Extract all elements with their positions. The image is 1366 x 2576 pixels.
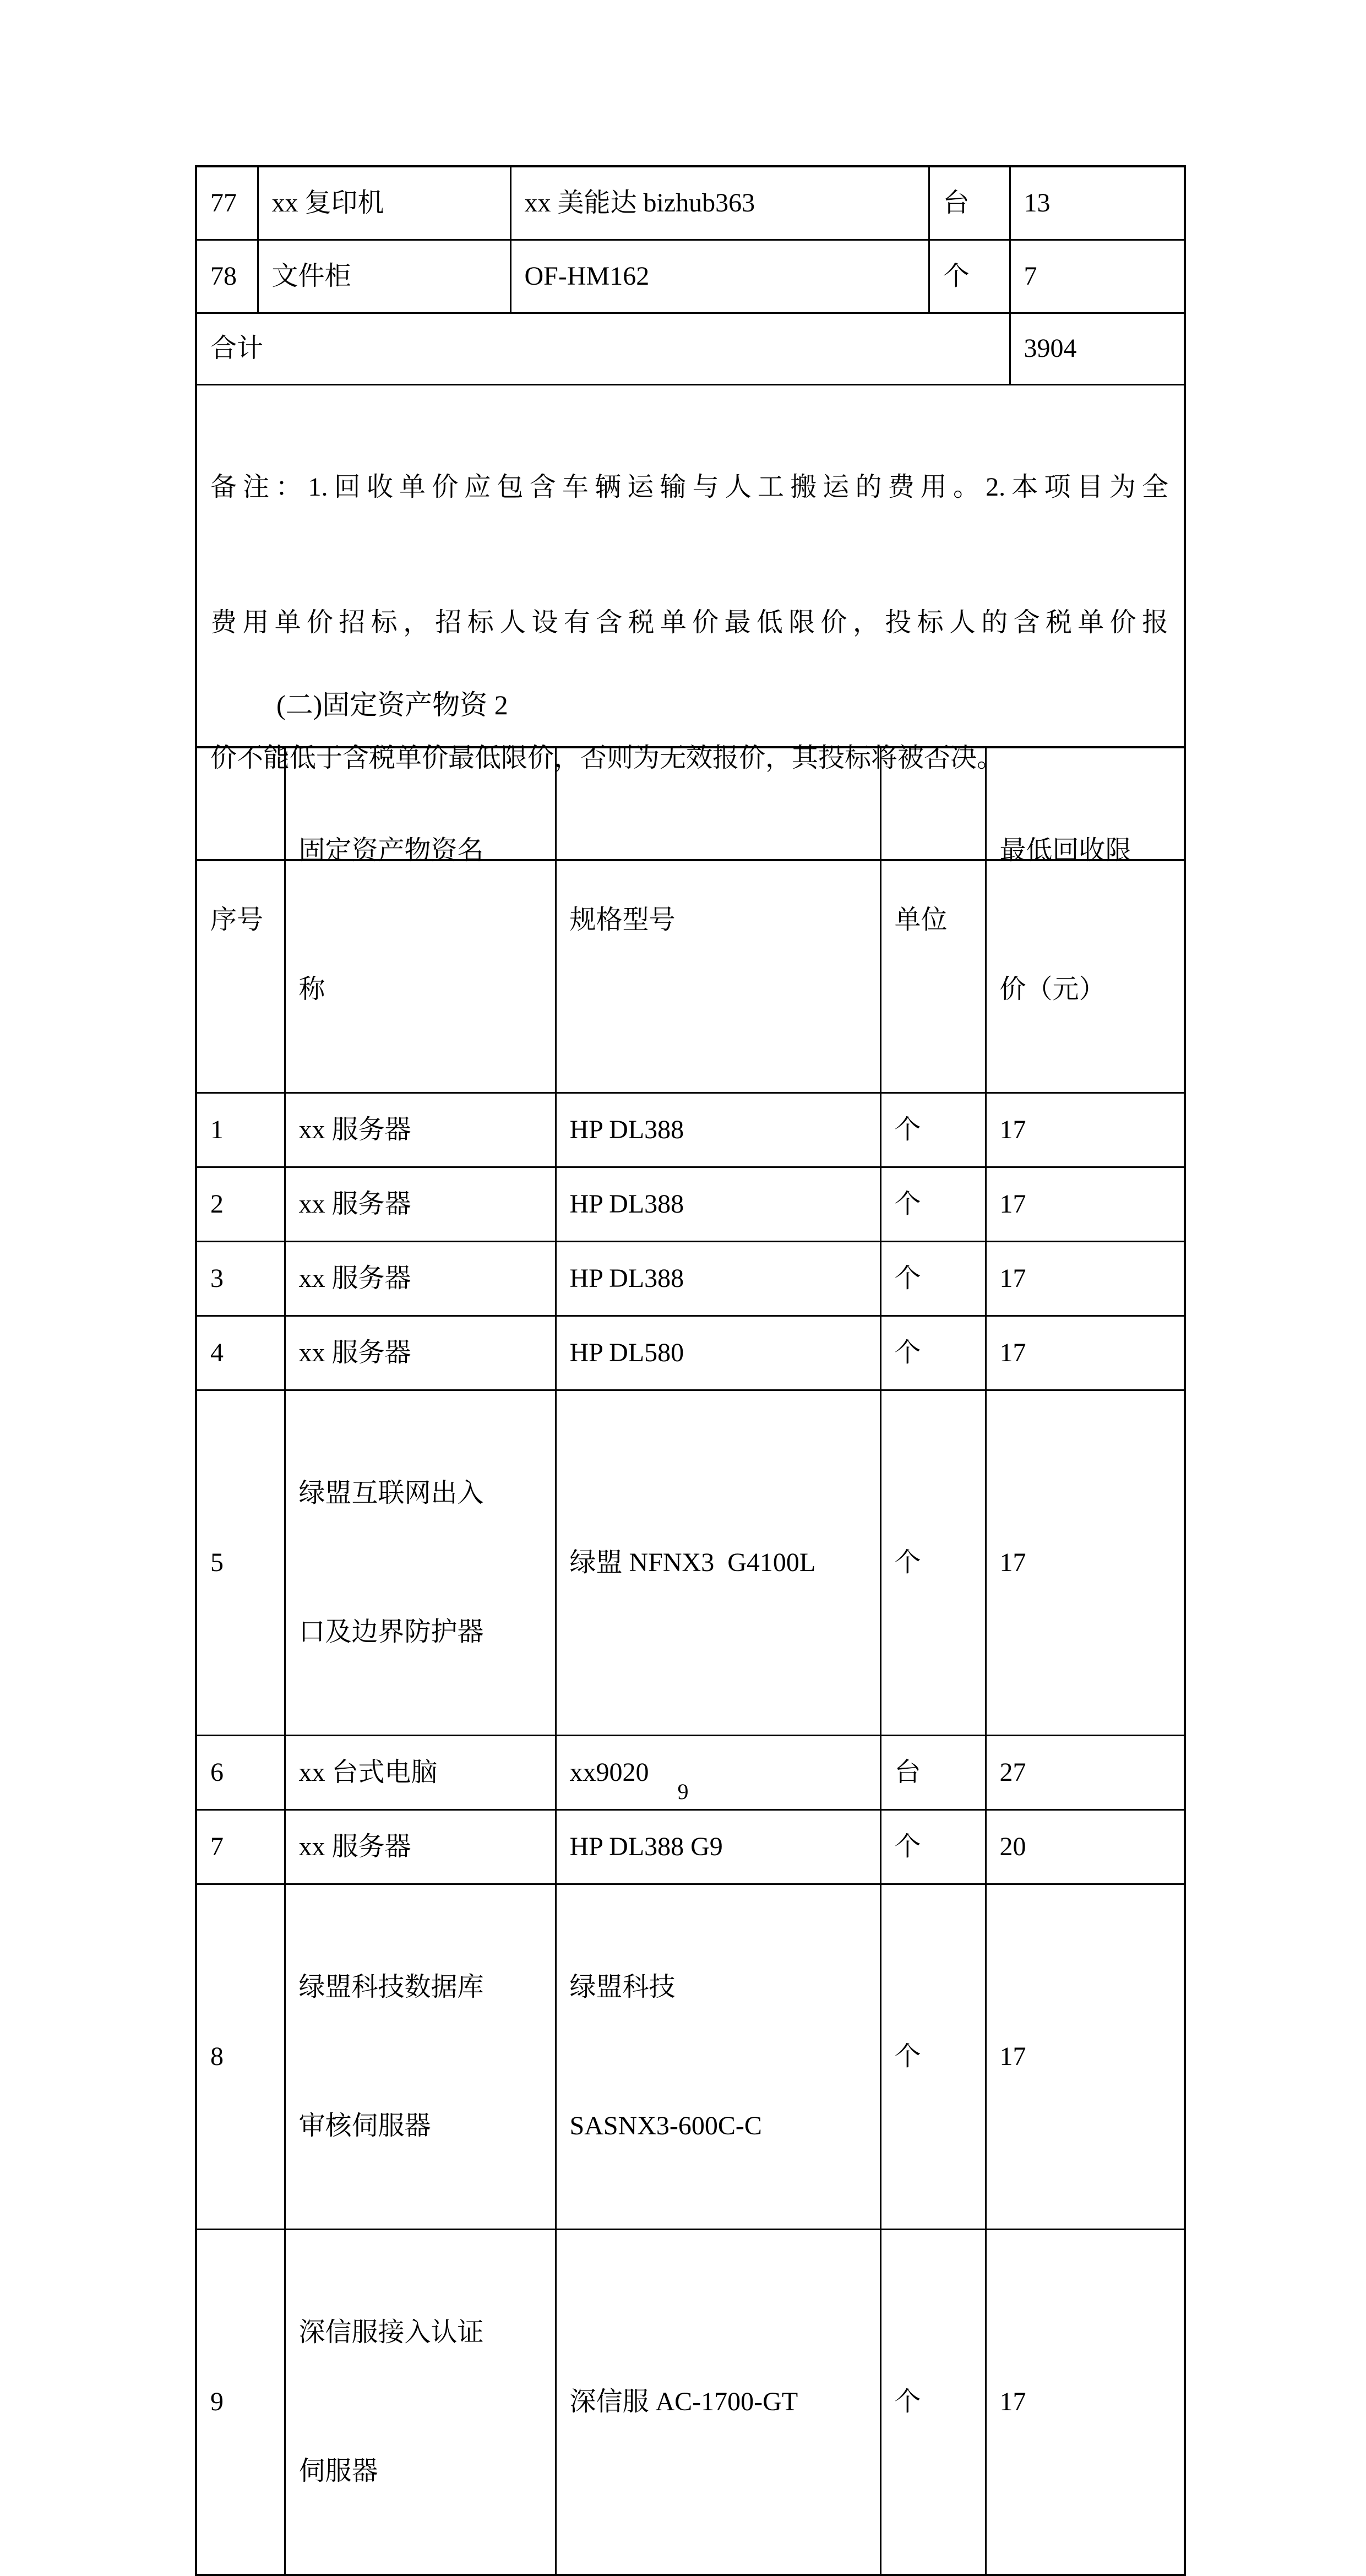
header-price (986, 747, 1185, 1093)
cell-model: xx9020 (556, 1736, 880, 1810)
cell-unit: 个 (880, 1390, 986, 1736)
cell-price: 27 (986, 1736, 1185, 1810)
cell-name: xx 服务器 (285, 1810, 556, 1884)
cell-price: 13 (1010, 166, 1185, 240)
cell-price: 17 (986, 2230, 1185, 2575)
cell-name-line: 绿盟科技数据库 (298, 1972, 484, 2002)
cell-serial: 3 (196, 1242, 285, 1316)
table-row (196, 1884, 1185, 2230)
cell-price: 17 (986, 1316, 1185, 1390)
cell-model: OF-HM162 (510, 240, 929, 313)
total-label: 合计 (196, 313, 1010, 384)
cell-unit: 台 (929, 166, 1010, 240)
table-row (196, 1093, 1185, 1167)
cell-name: xx 服务器 (285, 1167, 556, 1242)
header-price-line: 价（元） (999, 975, 1106, 1004)
cell-price: 17 (986, 1167, 1185, 1242)
cell-unit: 个 (880, 1316, 986, 1390)
cell-model (556, 1884, 880, 2230)
cell-unit: 个 (880, 1242, 986, 1316)
table-row (196, 2230, 1185, 2575)
table-row (196, 1167, 1185, 1242)
total-value: 3904 (1010, 313, 1185, 384)
asset-table-2 (195, 746, 1186, 2576)
remark-line: 价不能低于含税单价最低限价，否则为无效报价，其投标将被否决。 (210, 743, 1004, 773)
cell-model: 绿盟 NFNX3 G4100L (556, 1390, 880, 1736)
header-serial: 序号 (196, 747, 285, 1093)
remark-line: 备注：1.回收单价应包含车辆运输与人工搬运的费用。2.本项目为全 (210, 472, 1168, 502)
cell-model: HP DL580 (556, 1316, 880, 1390)
cell-model-line: 绿盟科技 (569, 1972, 676, 2002)
cell-name (285, 1884, 556, 2230)
cell-serial: 77 (196, 166, 258, 240)
cell-price: 7 (1010, 240, 1185, 313)
cell-unit: 个 (880, 1167, 986, 1242)
cell-price: 17 (986, 1242, 1185, 1316)
cell-name: xx 服务器 (285, 1242, 556, 1316)
cell-model: 深信服 AC-1700-GT (556, 2230, 880, 2575)
remark-line: 费用单价招标，招标人设有含税单价最低限价，投标人的含税单价报 (210, 607, 1168, 637)
cell-name-line: 审核伺服器 (298, 2111, 431, 2140)
table-row (196, 1390, 1185, 1736)
cell-name (285, 1390, 556, 1736)
header-row (196, 747, 1185, 1093)
header-name-line: 称 (298, 975, 325, 1004)
page-number: 9 (677, 1779, 689, 1804)
cell-price: 17 (986, 1390, 1185, 1736)
cell-name-line: 口及边界防护器 (298, 1617, 484, 1646)
cell-name: xx 台式电脑 (285, 1736, 556, 1810)
table-row (196, 1242, 1185, 1316)
cell-unit: 个 (880, 1810, 986, 1884)
cell-model-line: SASNX3-600C-C (569, 2111, 762, 2140)
cell-serial: 9 (196, 2230, 285, 2575)
cell-name: xx 服务器 (285, 1316, 556, 1390)
cell-name-line: 绿盟互联网出入 (298, 1479, 484, 1508)
cell-name: 文件柜 (258, 240, 510, 313)
cell-serial: 8 (196, 1884, 285, 2230)
cell-name (285, 2230, 556, 2575)
cell-price: 20 (986, 1810, 1185, 1884)
table-row (196, 240, 1185, 313)
cell-unit: 个 (880, 1884, 986, 2230)
cell-serial: 7 (196, 1810, 285, 1884)
table-row (196, 1810, 1185, 1884)
cell-serial: 5 (196, 1390, 285, 1736)
cell-serial: 78 (196, 240, 258, 313)
cell-unit: 个 (880, 2230, 986, 2575)
cell-model: HP DL388 (556, 1242, 880, 1316)
cell-price: 17 (986, 1884, 1185, 2230)
cell-name: xx 服务器 (285, 1093, 556, 1167)
cell-name-line: 深信服接入认证 (298, 2318, 484, 2347)
cell-model: HP DL388 G9 (556, 1810, 880, 1884)
cell-serial: 6 (196, 1736, 285, 1810)
cell-unit: 台 (880, 1736, 986, 1810)
table-row (196, 1316, 1185, 1390)
cell-unit: 个 (929, 240, 1010, 313)
cell-name: xx 复印机 (258, 166, 510, 240)
total-row (196, 313, 1185, 384)
cell-serial: 4 (196, 1316, 285, 1390)
section-heading: (二)固定资产物资 2 (276, 689, 508, 720)
header-price-line: 最低回收限 (999, 836, 1132, 865)
cell-price: 17 (986, 1093, 1185, 1167)
cell-serial: 2 (196, 1167, 285, 1242)
cell-name-line: 伺服器 (298, 2457, 378, 2486)
cell-serial: 1 (196, 1093, 285, 1167)
table-row (196, 166, 1185, 240)
header-unit: 单位 (880, 747, 986, 1093)
header-model: 规格型号 (556, 747, 880, 1093)
cell-model: HP DL388 (556, 1093, 880, 1167)
header-name-line: 固定资产物资名 (298, 836, 484, 865)
cell-model: HP DL388 (556, 1167, 880, 1242)
cell-unit: 个 (880, 1093, 986, 1167)
header-name (285, 747, 556, 1093)
cell-model: xx 美能达 bizhub363 (510, 166, 929, 240)
